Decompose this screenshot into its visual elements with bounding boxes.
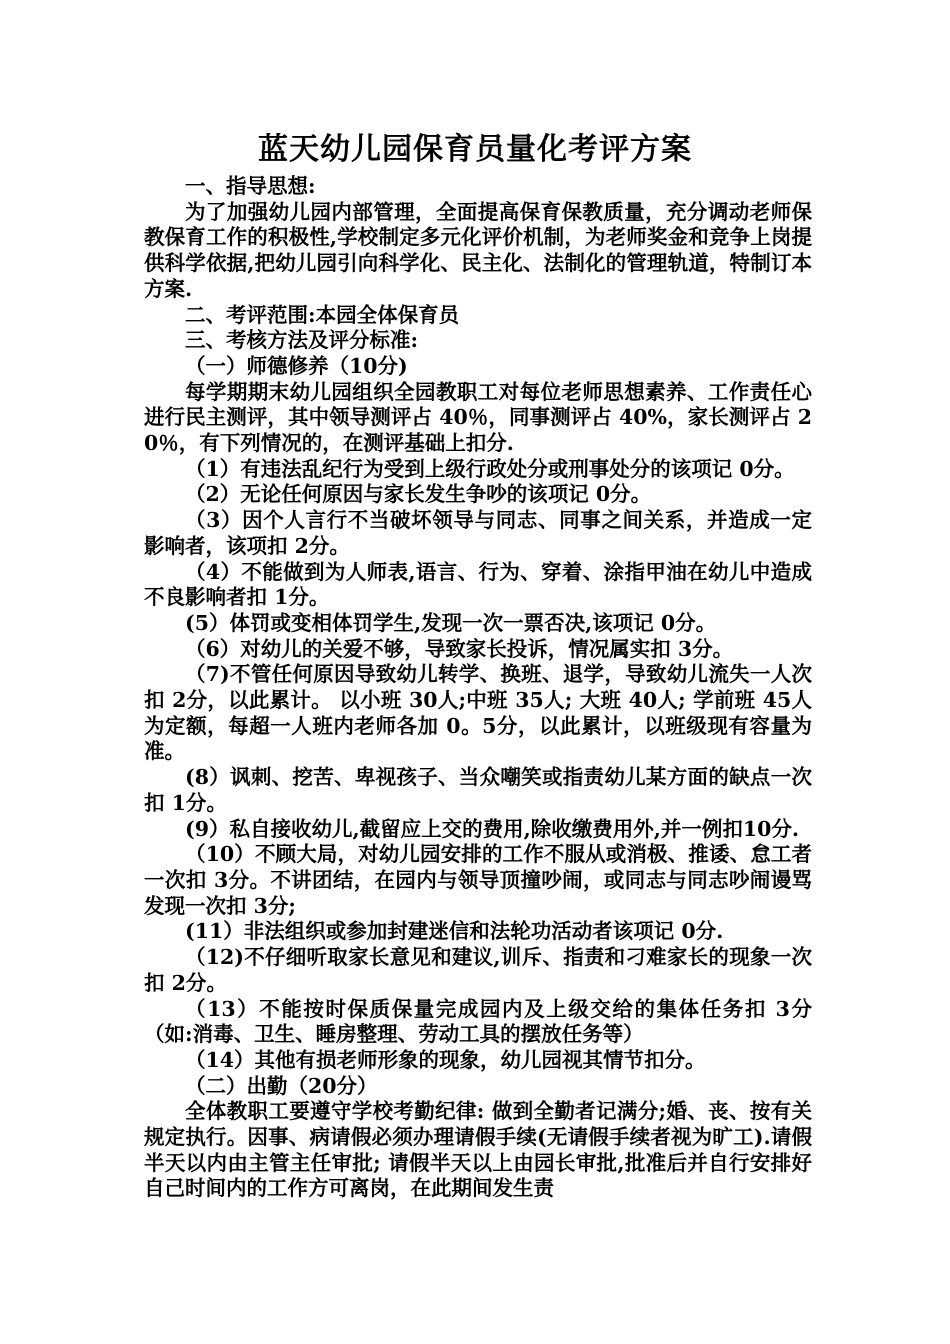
section-heading-scope: 二、考评范围:本园全体保育员	[185, 302, 460, 327]
paragraph-evaluation: 每学期期末幼儿园组织全园教职工对每位老师思想素养、工作责任心进行民主测评，其中领导测评占 40％，同事测评占 40%，家长测评占 20％，有下列情况的，在测评基础上扣分.	[144, 379, 812, 456]
rule-item-5: (5）体罚或变相体罚学生,发现一次一票否决,该项记 0分。	[185, 610, 717, 635]
rule-item-7: （7)不管任何原因导致幼儿转学、换班、退学，导致幼儿流失一人次扣 2分，以此累计。 以小班 30人;中班 35人; 大班 40人; 学前班 45人为定额，每超一人班内老师各加 0。5分，以此累计，以班级现有容量为准。	[144, 662, 812, 764]
document-body	[144, 174, 812, 1202]
rule-item-6: （6）对幼儿的关爱不够，导致家长投诉，情况属实扣 3分。	[185, 636, 734, 661]
rule-item-14: （14）其他有损老师形象的现象，幼儿园视其情节扣分。	[185, 1047, 706, 1072]
rule-item-9: (9）私自接收幼儿,截留应上交的费用,除收缴费用外,并一例扣10分.	[185, 816, 800, 841]
rule-item-11: (11）非法组织或参加封建迷信和法轮功活动者该项记 0分.	[185, 919, 724, 944]
paragraph-purpose: 为了加强幼儿园内部管理，全面提高保育保教质量，充分调动老师保教保育工作的积极性,学校制定多元化评价机制，为老师奖金和竞争上岗提供科学依据,把幼儿园引向科学化、民主化、法制化的管理轨道，特制订本方案.	[144, 199, 812, 301]
rule-item-10: （10）不顾大局，对幼儿园安排的工作不服从或消极、推诿、怠工者一次扣 3分。不讲团结，在园内与领导顶撞吵闹，或同志与同志吵闹谩骂发现一次扣 3分;	[144, 842, 812, 918]
rule-item-1: （1）有违法乱纪行为受到上级行政处分或刑事处分的该项记 0分。	[185, 456, 795, 481]
rule-item-2: （2）无论任何原因与家长发生争吵的该项记 0分。	[185, 482, 652, 507]
document-title: 蓝天幼儿园保育员量化考评方案	[258, 132, 692, 167]
rule-item-13: （13）不能按时保质保量完成园内及上级交给的集体任务扣 3分（如:消毒、卫生、睡房整理、劳动工具的摆放任务等）	[144, 996, 812, 1047]
rule-item-8: (8）讽刺、挖苦、卑视孩子、当众嘲笑或指责幼儿某方面的缺点一次扣 1分。	[144, 765, 812, 815]
paragraph-attendance: 全体教职工要遵守学校考勤纪律: 做到全勤者记满分;婚、丧、按有关规定执行。因事、病请假必须办理请假手续(无请假手续者视为旷工).请假半天以内由主管主任审批; 请假半天以上由园长审批,批准后并自行安排好自己时间内的工作方可离岗，在此期间发生责	[144, 1099, 812, 1201]
subsection-heading-attendance: （二）出勤（20分）	[185, 1073, 378, 1098]
section-heading-method: 三、考核方法及评分标准:	[185, 328, 419, 353]
subsection-heading-ethics: （一）师德修养（10分)	[185, 353, 408, 378]
section-heading-guiding-idea: 一、指导思想:	[185, 174, 316, 198]
rule-item-12: （12)不仔细听取家长意见和建议,训斥、指责和刁难家长的现象一次扣 2分。	[144, 945, 812, 995]
rule-item-3: （3）因个人言行不当破坏领导与同志、同事之间关系，并造成一定影响者，该项扣 2分。	[144, 508, 812, 558]
rule-item-4: （4）不能做到为人师表,语言、行为、穿着、涂指甲油在幼儿中造成不良影响者扣 1分。	[144, 559, 812, 610]
